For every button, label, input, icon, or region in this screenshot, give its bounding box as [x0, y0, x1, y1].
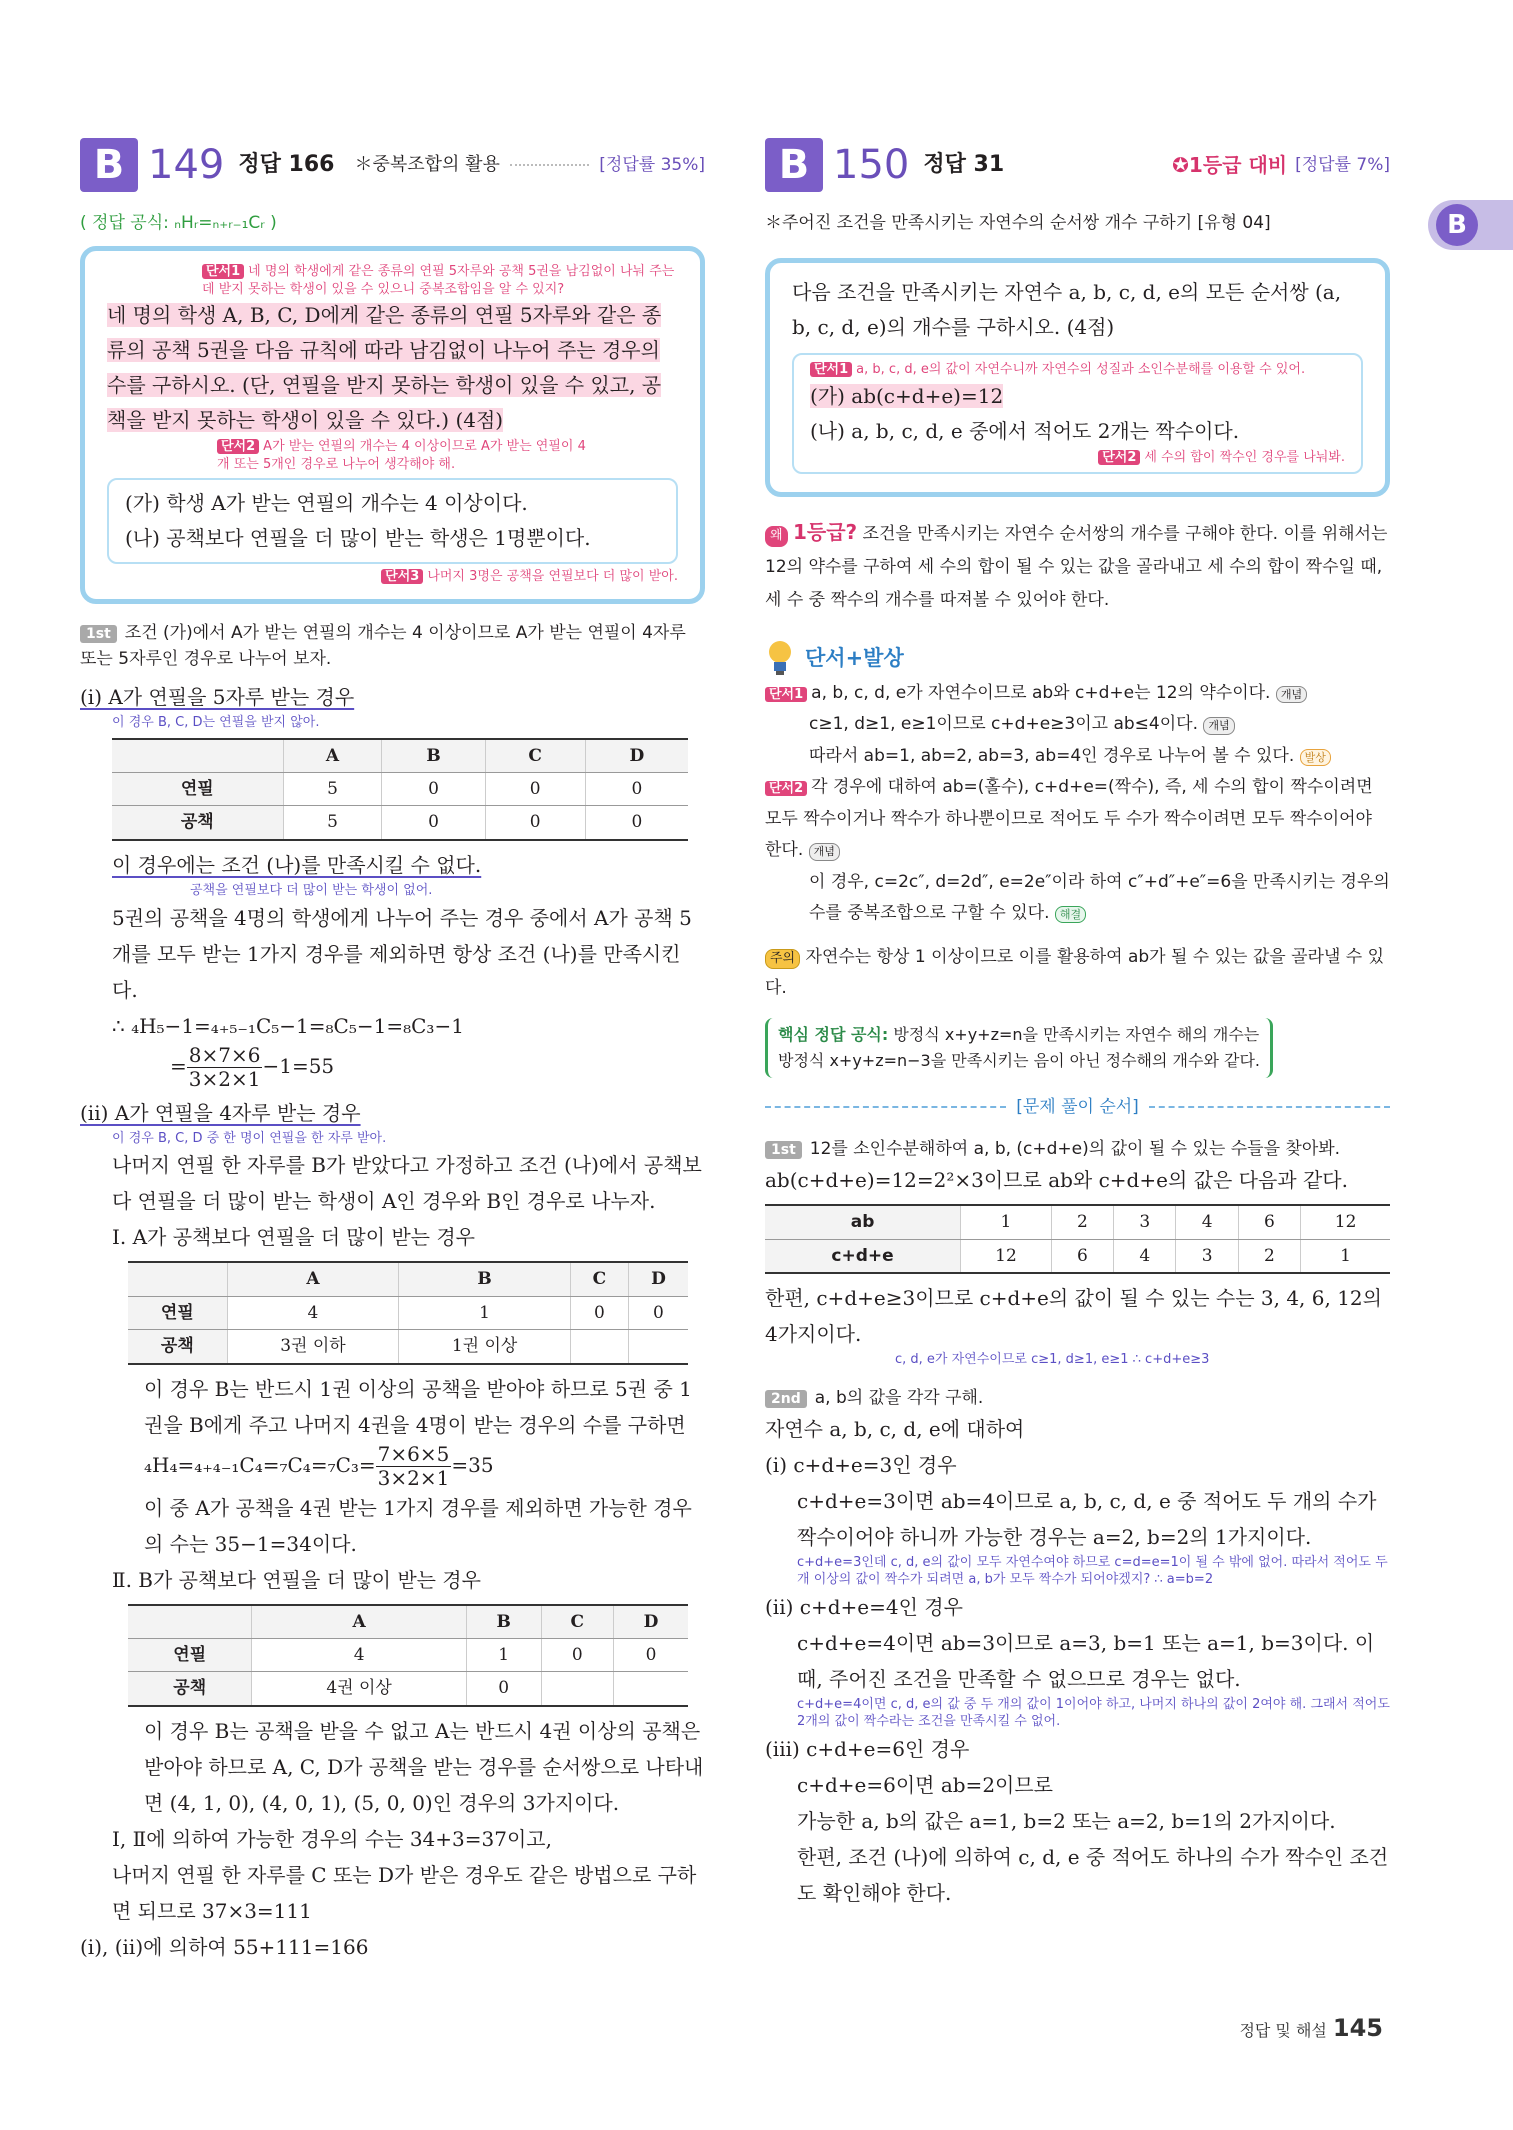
c2-note: c+d+e=4이면 c, d, e의 값 중 두 개의 값이 1이어야 하고, 나머지 하나의 값이 2여야 해. 그래서 적어도 2개의 값이 짝수라는 조건을 만족시킬 수 없어. — [797, 1696, 1390, 1729]
c3-text-2: 가능한 a, b의 값은 a=1, b=2 또는 a=2, b=1의 2가지이다. — [797, 1808, 1336, 1833]
step-2-text: a, b의 값을 각각 구해. — [814, 1387, 984, 1408]
case-1-note-2: 공책을 연필보다 더 많이 받는 학생이 없어. — [190, 882, 433, 898]
key-formula — [765, 1018, 1273, 1077]
case-2-text: 나머지 연필 한 자루를 B가 받았다고 가정하고 조건 (나)에서 공책보다 연필을 더 많이 받는 학생이 A인 경우와 B인 경우로 나누자. — [112, 1153, 702, 1214]
cell: 0 — [466, 1672, 541, 1706]
c1-note: c+d+e=3인데 c, d, e의 값이 모두 자연수여야 하므로 c=d=e=1이 될 수 밖에 없어. 따라서 적어도 두 개 이상의 값이 짝수가 되려면 a, b가 모두 짝수가 되어야겠지? ∴ a=b=2 — [797, 1555, 1388, 1588]
clue-section-title: 단서+발상 — [765, 638, 1390, 678]
dash-line — [1149, 1106, 1390, 1108]
c1-title: (i) c+d+e=3인 경우 — [765, 1453, 957, 1478]
question-box — [765, 258, 1390, 497]
sub-1-calc — [144, 1443, 705, 1490]
cell: 3권 이하 — [227, 1330, 399, 1364]
cell: 0 — [628, 1296, 688, 1329]
step-1-text: 12를 소인수분해하여 a, b, (c+d+e)의 값이 될 수 있는 수들을 찾아봐. — [809, 1138, 1341, 1159]
why-text: 조건을 만족시키는 자연수 순서쌍의 개수를 구해야 한다. 이를 위해서는 12의 약수를 구하여 세 수의 합이 될 수 있는 값을 골라내고 세 수의 합이 짝수일 때, 세 수 중 짝수의 개수를 따져볼 수 있어야 한다. — [765, 524, 1388, 610]
cell: 6 — [1051, 1239, 1113, 1273]
concept-chip: 개념 — [1276, 686, 1307, 703]
fraction — [187, 1044, 263, 1091]
clue-1-c: 따라서 ab=1, ab=2, ab=3, ab=4인 경우로 나누어 볼 수 있다. — [809, 745, 1295, 766]
table-case-1 — [112, 738, 688, 841]
clue-2-a: 각 경우에 대하여 ab=(홀수), c+d+e=(짝수), 즉, 세 수의 합이 짝수이려면 모두 짝수이거나 짝수가 하나뿐이므로 적어도 두 수가 짝수이려면 모두 짝수이어야 한다. — [765, 777, 1373, 861]
grade-label: ✪1등급 대비 — [1172, 152, 1288, 177]
fraction-top: 7×6×5 — [377, 1441, 450, 1466]
cell: 공책 — [112, 806, 283, 840]
table-sub-2 — [128, 1604, 688, 1707]
case-2-title: (ii) A가 연필을 4자루 받는 경우 — [80, 1100, 361, 1125]
th — [112, 739, 283, 773]
page-number: 145 — [1332, 2014, 1383, 2042]
th: B — [382, 739, 485, 773]
th: B — [466, 1605, 541, 1639]
th: C — [570, 1262, 628, 1296]
cell: 0 — [585, 773, 688, 806]
cell — [614, 1672, 688, 1706]
cell: 0 — [570, 1296, 628, 1329]
case-1-calc-tail: −1=55 — [262, 1053, 335, 1078]
condition-ga: (가) 학생 A가 받는 연필의 개수는 4 이상이다. — [125, 490, 528, 515]
c2-text: c+d+e=4이면 ab=3이므로 a=3, b=1 또는 a=1, b=3이다. 이때, 주어진 조건을 만족할 수 없으므로 경우는 없다. — [797, 1630, 1375, 1691]
th: A — [252, 1605, 466, 1639]
table-row — [128, 1638, 688, 1671]
hint-1-tag: 단서1 — [202, 264, 244, 279]
case-1-calc-2: = $\frac{8\times 7\times 6}{3\times 2\times 1}$ −1=55 — [170, 1042, 335, 1091]
why-tag: 왜 — [765, 526, 788, 546]
table-row — [128, 1330, 688, 1364]
caution-text: 자연수는 항상 1 이상이므로 이를 활용하여 ab가 될 수 있는 값을 골라낼 수 있다. — [765, 946, 1385, 998]
fraction-bottom: 3×2×1 — [377, 1465, 450, 1490]
clue-1-b: c≥1, d≥1, e≥1이므로 c+d+e≥3이고 ab≤4이다. — [809, 714, 1198, 735]
fraction — [376, 1443, 452, 1490]
case-2-note: 이 경우 B, C, D 중 한 명이 연필을 한 자루 받아. — [112, 1130, 387, 1146]
concept-chip: 개념 — [1203, 717, 1234, 734]
why-section — [765, 513, 1390, 616]
clue-2-b: 이 경우, c=2c″, d=2d″, e=2e″이라 하여 c″+d″+e″=6을 만족시키는 경우의 수를 중복조합으로 구할 수 있다. — [809, 871, 1390, 924]
solution-order — [765, 1094, 1390, 1120]
section-tab — [1428, 200, 1513, 250]
problem-149 — [80, 130, 705, 1965]
c3-text-1: c+d+e=6이면 ab=2이므로 — [797, 1772, 1054, 1797]
cell: 12 — [961, 1239, 1052, 1273]
clue-1 — [765, 678, 1390, 772]
step-1 — [80, 620, 705, 673]
cell: 4권 이상 — [252, 1672, 466, 1706]
c3-title: (iii) c+d+e=6인 경우 — [765, 1736, 970, 1761]
cell: 0 — [485, 773, 585, 806]
key-text-2: 방정식 x+y+z=n−3을 만족시키는 음이 아닌 정수해의 개수와 같다. — [778, 1051, 1261, 1070]
section-tab-letter: B — [1436, 204, 1478, 246]
problem-149-header — [80, 130, 705, 200]
th — [128, 1262, 227, 1296]
step-1-text: 조건 (가)에서 A가 받는 연필의 개수는 4 이상이므로 A가 받는 연필이 4자루 또는 5자루인 경우로 나누어 보자. — [80, 623, 686, 670]
clue-1-a: a, b, c, d, e가 자연수이므로 ab와 c+d+e는 12의 약수이다. — [811, 683, 1271, 704]
condition-na: (나) a, b, c, d, e 중에서 적어도 2개는 짝수이다. — [810, 418, 1240, 443]
hint-2 — [810, 449, 1345, 467]
table-head-row — [128, 1262, 688, 1296]
th: A — [283, 739, 382, 773]
concept-chip: 개념 — [809, 843, 840, 860]
correct-rate: [정답률 7%] — [1295, 154, 1390, 175]
hint-2-text: A가 받는 연필의 개수는 4 이상이므로 A가 받는 연필이 4개 또는 5개인 경우로 나누어 생각해야 해. — [217, 439, 586, 472]
cell: 연필 — [128, 1296, 227, 1329]
caution — [765, 942, 1390, 1005]
answer-label: 정답 166 — [238, 151, 335, 177]
sub-1-calc-tail: =35 — [451, 1452, 494, 1477]
cell: 1 — [961, 1205, 1052, 1239]
cell: 0 — [541, 1638, 613, 1671]
hint-3 — [107, 568, 678, 586]
cell: 공책 — [128, 1672, 252, 1706]
clue-1-tag: 단서1 — [765, 687, 807, 702]
cell: 2 — [1238, 1239, 1300, 1273]
hint-1 — [202, 263, 678, 298]
dotted-leader — [510, 164, 589, 166]
hint-3-tag: 단서3 — [381, 569, 423, 584]
step-1 — [765, 1136, 1390, 1162]
hint-1 — [810, 361, 1345, 379]
final-answer: (i), (ii)에 의하여 55+111=166 — [80, 1934, 369, 1959]
sub-2-title: Ⅱ. B가 공책보다 연필을 더 많이 받는 경우 — [112, 1567, 481, 1592]
clue-2-tag: 단서2 — [765, 781, 807, 796]
level-badge: B — [765, 138, 823, 192]
hint-1-text: a, b, c, d, e의 값이 자연수니까 자연수의 성질과 소인수분해를 이용할 수 있어. — [856, 362, 1306, 378]
step-2-intro: 자연수 a, b, c, d, e에 대하여 — [765, 1417, 1025, 1442]
hint-3-text: 나머지 3명은 공책을 연필보다 더 많이 받아. — [427, 568, 678, 584]
cell: 1권 이상 — [399, 1330, 571, 1364]
lightbulb-icon — [765, 638, 795, 678]
hint-1-tag: 단서1 — [810, 362, 852, 377]
table-head-row — [128, 1605, 688, 1639]
cell: ab — [765, 1205, 961, 1239]
problem-150-header — [765, 130, 1390, 200]
cell: 4 — [227, 1296, 399, 1329]
table-head-row — [112, 739, 688, 773]
cell: 3 — [1114, 1205, 1176, 1239]
answer-formula: ( 정답 공식: ₙHᵣ=ₙ₊ᵣ₋₁Cᵣ ) — [80, 213, 277, 233]
th — [128, 1605, 252, 1639]
cell: c+d+e — [765, 1239, 961, 1273]
cell: 0 — [485, 806, 585, 840]
after-table-note: c, d, e가 자연수이므로 c≥1, d≥1, e≥1 ∴ c+d+e≥3 — [895, 1351, 1210, 1367]
solve-chip: 해결 — [1055, 906, 1086, 923]
caution-tag: 주의 — [765, 949, 800, 969]
dash-line — [765, 1106, 1006, 1108]
condition-na: (나) 공책보다 연필을 더 많이 받는 학생은 1명뿐이다. — [125, 525, 591, 550]
solution-order-title: [문제 풀이 순서] — [1016, 1096, 1139, 1117]
cell: 1 — [399, 1296, 571, 1329]
question-box — [80, 246, 705, 604]
step-1-calc: ab(c+d+e)=12=2²×3이므로 ab와 c+d+e의 값은 다음과 같다. — [765, 1168, 1348, 1193]
c2-title: (ii) c+d+e=4인 경우 — [765, 1594, 963, 1619]
divisor-table — [765, 1204, 1390, 1274]
hint-2-text: 세 수의 합이 짝수인 경우를 나눠봐. — [1144, 449, 1345, 465]
cell: 12 — [1301, 1205, 1390, 1239]
sub-1-text-2: 이 중 A가 공책을 4권 받는 1가지 경우를 제외하면 가능한 경우의 수는 35−1=34이다. — [144, 1495, 692, 1556]
level-badge: B — [80, 138, 138, 192]
case-1-title: (i) A가 연필을 5자루 받는 경우 — [80, 684, 355, 709]
footer-label: 정답 및 해설 — [1239, 2021, 1327, 2040]
sub-1-text-1: 이 경우 B는 반드시 1권 이상의 공책을 받아야 하므로 5권 중 1권을 B에게 주고 나머지 4권을 4명이 받는 경우의 수를 구하면 — [144, 1376, 692, 1437]
condition-box — [792, 353, 1363, 474]
problem-number: 150 — [833, 142, 910, 188]
sum-text-2: 나머지 연필 한 자루를 C 또는 D가 받은 경우도 같은 방법으로 구하면 되므로 37×3=111 — [112, 1862, 697, 1923]
cell: 6 — [1238, 1205, 1300, 1239]
th: C — [541, 1605, 613, 1639]
after-table-text: 한편, c+d+e≥3이므로 c+d+e의 값이 될 수 있는 수는 3, 4, 6, 12의 4가지이다. — [765, 1285, 1382, 1346]
clue-2 — [765, 772, 1390, 929]
condition-ga: (가) ab(c+d+e)=12 — [810, 383, 1004, 408]
question-text — [107, 298, 678, 438]
step-1-tag: 1st — [765, 1141, 802, 1159]
th: A — [227, 1262, 399, 1296]
step-2-tag: 2nd — [765, 1390, 807, 1408]
answer-label: 정답 31 — [923, 151, 1005, 177]
topic-label: ＊주어진 조건을 만족시키는 자연수의 순서쌍 개수 구하기 [유형 04] — [765, 213, 1271, 233]
th: D — [628, 1262, 688, 1296]
table-row — [128, 1672, 688, 1706]
condition-box — [107, 478, 678, 564]
cell: 1 — [1301, 1239, 1390, 1273]
cell: 3 — [1176, 1239, 1238, 1273]
problem-150 — [765, 130, 1390, 1911]
case-1-text-2: 5권의 공책을 4명의 학생에게 나누어 주는 경우 중에서 A가 공책 5개를 모두 받는 1가지 경우를 제외하면 항상 조건 (나)를 만족시킨다. — [112, 905, 692, 1002]
hint-2-tag: 단서2 — [1098, 450, 1140, 465]
th: D — [585, 739, 688, 773]
sub-2-text: 이 경우 B는 공책을 받을 수 없고 A는 반드시 4권 이상의 공책은 받아야 하므로 A, C, D가 공책을 받는 경우를 순서쌍으로 나타내면 (4, 1, 0), (4, 0, 1), (5, 0, 0)인 경우의 3가지이다. — [144, 1718, 704, 1815]
case-1-text-1: 이 경우에는 조건 (나)를 만족시킬 수 없다. — [112, 852, 482, 877]
cell — [570, 1330, 628, 1364]
cell: 1 — [466, 1638, 541, 1671]
cell: 4 — [1176, 1205, 1238, 1239]
th: D — [614, 1605, 688, 1639]
sum-text-1: Ⅰ, Ⅱ에 의하여 가능한 경우의 수는 34+3=37이고, — [112, 1826, 552, 1851]
topic-label: ＊중복조합의 활용 — [354, 154, 500, 176]
cell: 0 — [382, 773, 485, 806]
question-highlight: 네 명의 학생 A, B, C, D에게 같은 종류의 연필 5자루와 같은 종류의 공책 5권을 다음 규칙에 따라 남김없이 나누어 주는 경우의 수를 구하시오. (단, 연필을 받지 못하는 학생이 있을 수 있고, 공책을 받지 못하는 학생이 있을 수 있다.) (4점) — [107, 303, 662, 433]
cell: 0 — [382, 806, 485, 840]
table-row — [112, 773, 688, 806]
hint-1-text: 네 명의 학생에게 같은 종류의 연필 5자루와 공책 5권을 남김없이 나눠 주는데 받지 못하는 학생이 있을 수 있으니 중복조합임을 알 수 있지? — [202, 264, 675, 297]
table-row — [765, 1205, 1390, 1239]
cell: 5 — [283, 806, 382, 840]
why-title: 1등급? — [792, 520, 858, 545]
idea-chip: 발상 — [1300, 749, 1331, 766]
sub-1-calc-head: ₄H₄=₄₊₄₋₁C₄=₇C₄=₇C₃= — [144, 1452, 376, 1477]
fraction-top: 8×7×6 — [188, 1042, 261, 1067]
cell: 2 — [1051, 1205, 1113, 1239]
key-text-1: 방정식 x+y+z=n을 만족시키는 자연수 해의 개수는 — [893, 1025, 1260, 1045]
case-1-note: 이 경우 B, C, D는 연필을 받지 않아. — [112, 714, 320, 730]
cell — [628, 1330, 688, 1364]
page-footer — [1239, 2010, 1383, 2047]
hint-2-tag: 단서2 — [217, 439, 259, 454]
table-row — [112, 806, 688, 840]
cell: 연필 — [128, 1638, 252, 1671]
cell: 연필 — [112, 773, 283, 806]
hint-2 — [217, 438, 597, 473]
step-2 — [765, 1385, 1390, 1411]
fraction-bottom: 3×2×1 — [188, 1066, 261, 1091]
table-row — [765, 1239, 1390, 1273]
cell: 0 — [614, 1638, 688, 1671]
problem-number: 149 — [148, 142, 225, 188]
th: B — [399, 1262, 571, 1296]
c1-text: c+d+e=3이면 ab=4이므로 a, b, c, d, e 중 적어도 두 개의 수가 짝수이어야 하니까 가능한 경우는 a=2, b=2의 1가지이다. — [797, 1489, 1377, 1550]
cell: 0 — [585, 806, 688, 840]
step-1-tag: 1st — [80, 625, 117, 643]
correct-rate: [정답률 35%] — [599, 154, 705, 175]
case-1-calc-1: ∴ ₄H₅−1=₄₊₅₋₁C₅−1=₈C₅−1=₈C₃−1 — [112, 1013, 464, 1038]
table-row — [128, 1296, 688, 1329]
sub-1-title: Ⅰ. A가 공책보다 연필을 더 많이 받는 경우 — [112, 1225, 476, 1250]
key-label: 핵심 정답 공식: — [778, 1025, 889, 1045]
c3-text-3: 한편, 조건 (나)에 의하여 c, d, e 중 적어도 하나의 수가 짝수인 조건도 확인해야 한다. — [797, 1844, 1389, 1905]
cell: 4 — [252, 1638, 466, 1671]
cell — [541, 1672, 613, 1706]
cell: 4 — [1114, 1239, 1176, 1273]
question-text: 다음 조건을 만족시키는 자연수 a, b, c, d, e의 모든 순서쌍 (a, b, c, d, e)의 개수를 구하시오. (4점) — [792, 280, 1342, 340]
cell: 공책 — [128, 1330, 227, 1364]
cell: 5 — [283, 773, 382, 806]
table-sub-1 — [128, 1261, 688, 1364]
th: C — [485, 739, 585, 773]
